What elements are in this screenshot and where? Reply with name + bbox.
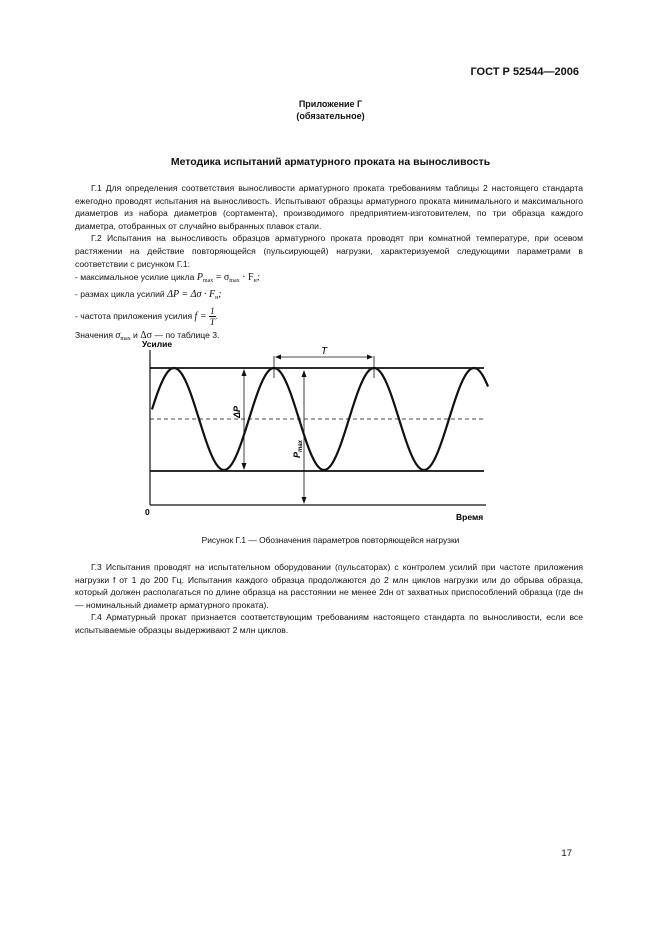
- paragraph-g1: Г.1 Для определения соответствия выносливости арматурного проката требованиям таблицы 2 настоящего стандарта ежегодно проводят испытания на выносливость. Испытывают образцы арматурного проката минимального и максимального диаметров из набора диаметров (сортамента), производимого предприятием-изготовителем, по три образца каждого диаметра, отобранных от случайно выбранных плавок стали.: [75, 183, 583, 231]
- period-arrow-right: [367, 355, 373, 360]
- values-note: Значения $\sigma_{max}$ и Δσ — по таблице 3.: [75, 330, 220, 343]
- fraction: $\frac{1}{T}$: [209, 306, 215, 328]
- body-lower: [75, 561, 583, 637]
- delta-p-arrow-down: [242, 463, 247, 470]
- formula-dp: $\Delta P = \Delta\sigma \cdot F_н$;: [167, 289, 222, 302]
- pmax-arrow-up: [302, 370, 307, 377]
- paragraph-g2: Г.2 Испытания на выносливость образцов арматурного проката проводят при комнатной температуре, при осевом растяжении на действие повторяющейся (пульсирующей) нагрузки, характеризуемой следующими параметрами в соответствии с рисунком Г.1:: [75, 233, 583, 269]
- list-item-pmax: - максимальное усилие цикла $P_{max} = \sigma_{max} \cdot F_н$;: [75, 272, 261, 285]
- y-axis-label: Усилие: [142, 339, 173, 349]
- formula-pmax: $P_{max} = \sigma_{max} \cdot F_н$;: [196, 272, 261, 285]
- annex-status: (обязательное): [296, 111, 365, 121]
- delta-p-arrow-up: [242, 369, 247, 376]
- paragraph-g3: Г.3 Испытания проводят на испытательном оборудовании (пульсаторах) с контролем усилий при частоте приложения нагрузки f от 1 до 200 Гц. Испытания каждого образца продолжаются до 2 млн циклов нагрузки или до обрыва образца, который должен располагаться по длине образца на расстоянии не менее 2dн от захватных приспособлений образца (где dн — номинальный диаметр арматурного проката).: [75, 562, 583, 610]
- period-arrow-left: [275, 355, 281, 360]
- formula-f: f =: [194, 311, 210, 323]
- period-label: T: [320, 346, 328, 357]
- annex-heading: [0, 98, 661, 122]
- origin-label: 0: [145, 507, 150, 517]
- body-upper: [75, 182, 583, 346]
- load-cycle-figure: [0, 330, 661, 530]
- pmax-label: $P_{max}$: [292, 439, 304, 458]
- delta-p-label: ΔP: [232, 405, 242, 419]
- list-item-dp: - размах цикла усилий $\Delta P = \Delta\sigma \cdot F_н$;: [75, 289, 222, 302]
- pmax-arrow-down: [302, 497, 307, 504]
- list-item-f: - частота приложения усилия f = $\frac{1}{T}$ .: [75, 306, 218, 328]
- paragraph-g4: Г.4 Арматурный прокат признается соответствующим требованиям настоящего стандарта по выносливости, если все испытываемые образцы выдерживают 2 млн циклов.: [75, 612, 583, 635]
- x-axis-label: Время: [456, 512, 484, 522]
- document-header: ГОСТ Р 52544—2006: [470, 66, 579, 78]
- annex-title: Приложение Г: [298, 99, 363, 109]
- section-title: Методика испытаний арматурного проката на выносливость: [170, 156, 491, 168]
- page-number: 17: [561, 848, 572, 859]
- figure-caption: Рисунок Г.1 — Обозначения параметров повторяющейся нагрузки: [201, 535, 460, 545]
